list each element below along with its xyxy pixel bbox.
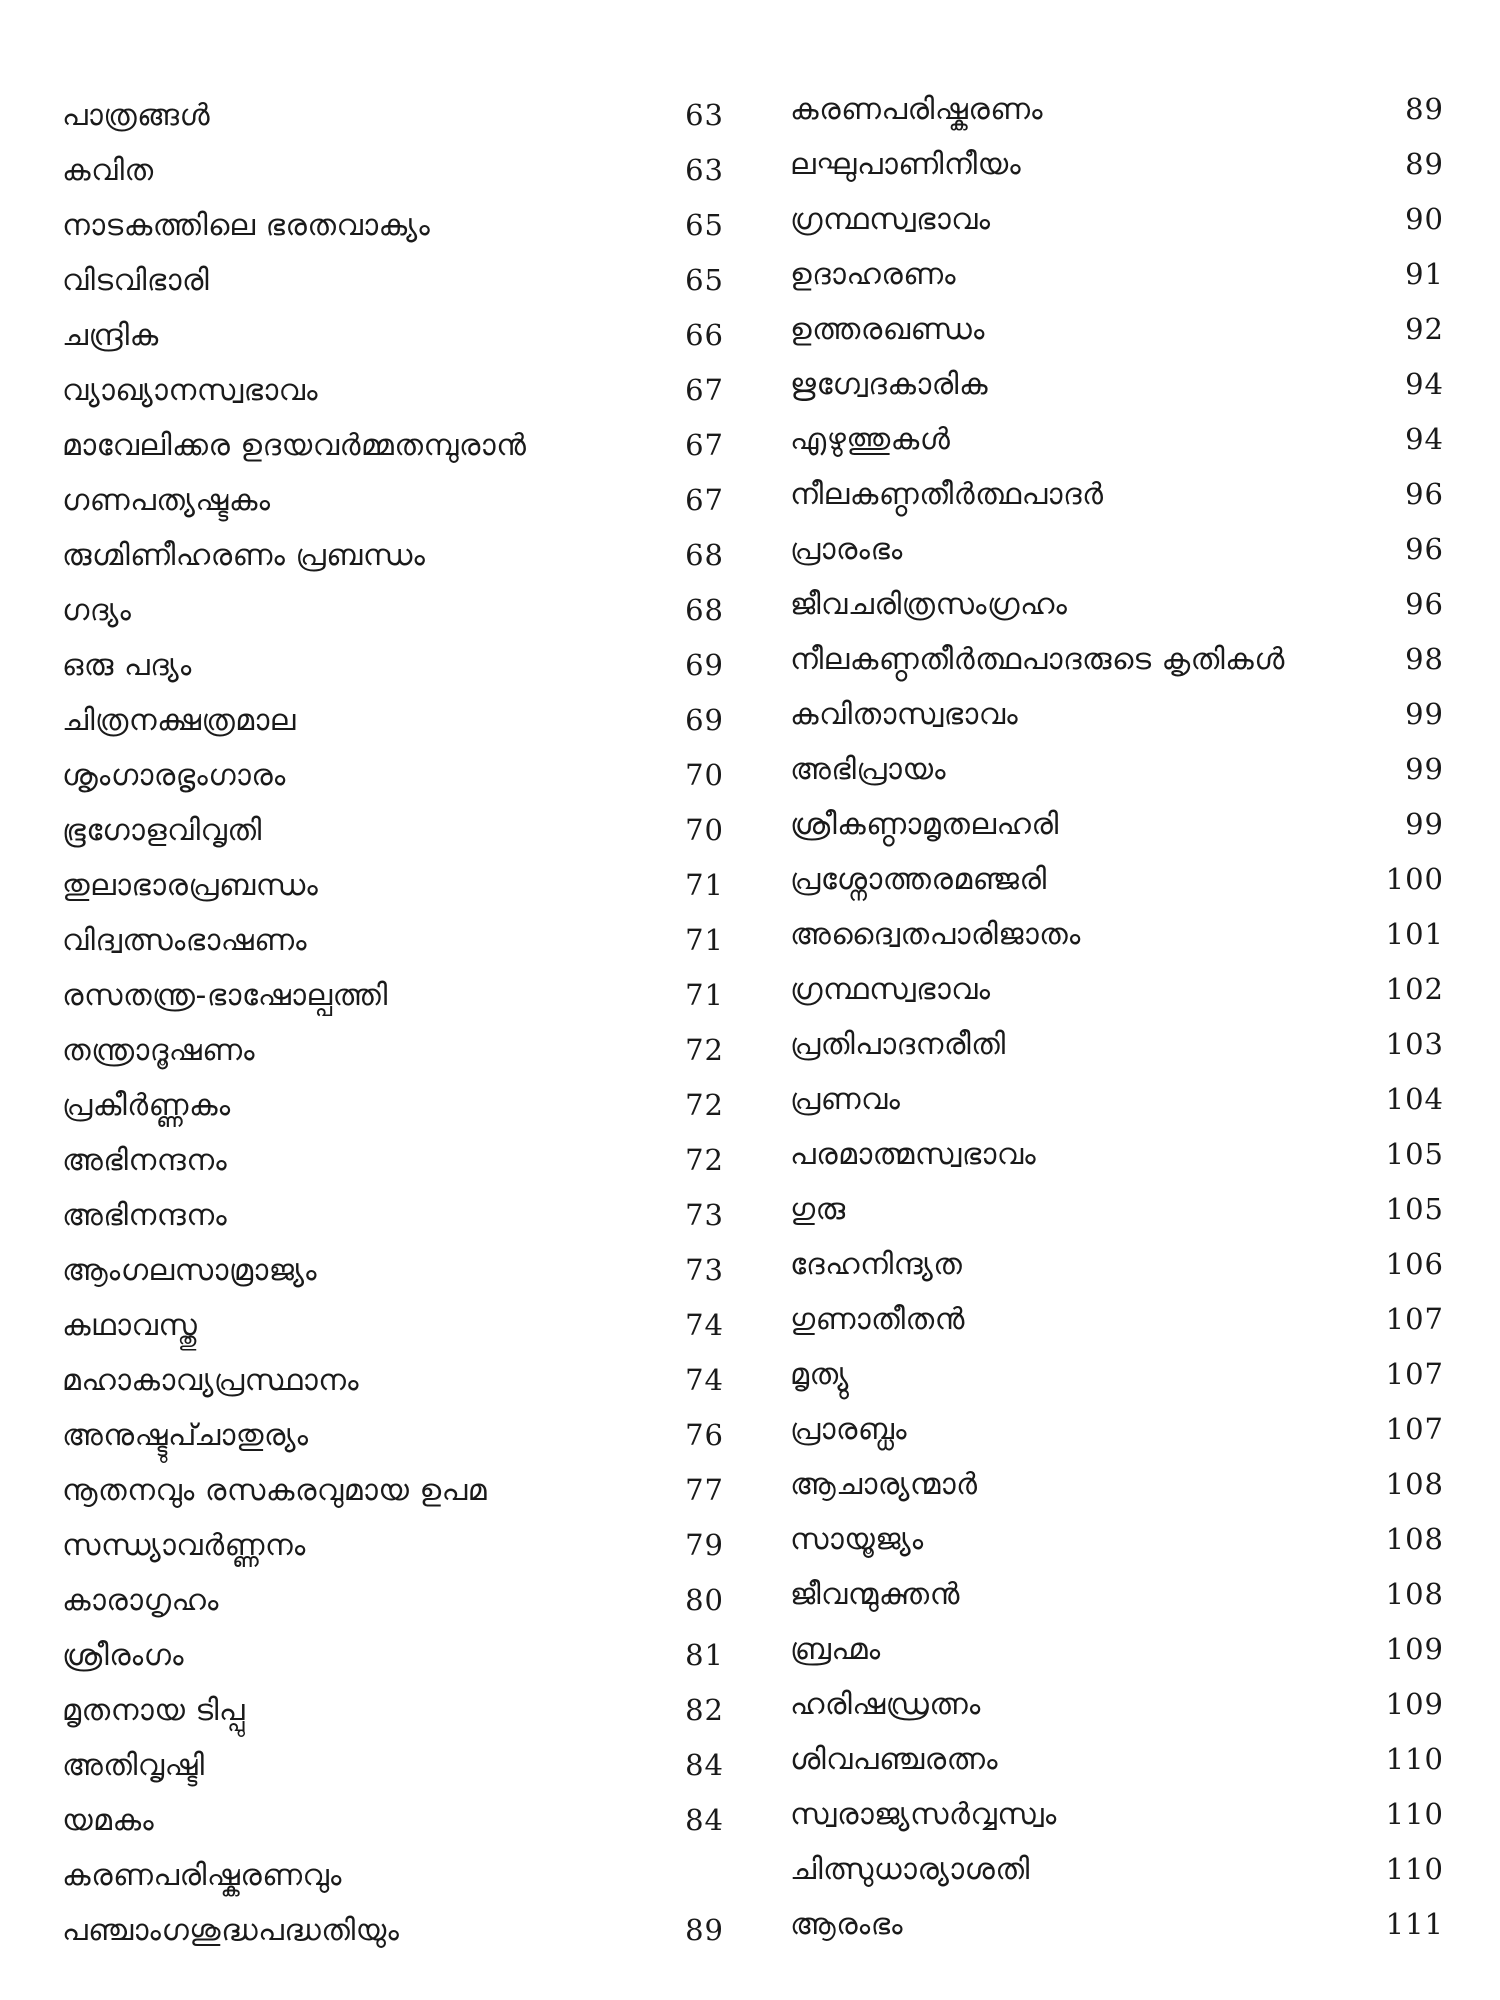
toc-entry (790, 1567, 1462, 1622)
toc-entry-title: കാരാഗൃഹം (62, 1583, 219, 1618)
toc-entry-page-number: 108 (1385, 1467, 1444, 1501)
toc-entry (62, 1463, 732, 1518)
toc-entry (790, 1402, 1462, 1457)
toc-entry-page-number: 104 (1385, 1082, 1444, 1116)
toc-entry-title: അഭിനന്ദനം (62, 1143, 228, 1178)
toc-entry-title: കരണപരിഷ്കരണവും (62, 1858, 342, 1893)
toc-entry (62, 1738, 732, 1793)
toc-entry-title: ഒരു പദ്യം (62, 648, 192, 683)
toc-entry-title: സ്വരാജ്യസർവ്വസ്വം (790, 1797, 1057, 1832)
toc-entry-page-number: 105 (1385, 1192, 1444, 1226)
toc-entry-page-number: 71 (685, 868, 724, 902)
toc-entry-page-number: 70 (685, 813, 724, 847)
toc-entry-page-number: 69 (685, 703, 724, 737)
toc-entry-page-number: 77 (685, 1473, 724, 1507)
toc-entry-page-number: 103 (1385, 1027, 1444, 1061)
toc-entry-title: മാവേലിക്കര ഉദയവർമ്മതമ്പുരാൻ (62, 428, 527, 463)
toc-entry (62, 1793, 732, 1848)
toc-entry (62, 803, 732, 858)
toc-entry-title: അനുഷ്ടുപ്ചാതുര്യം (62, 1418, 309, 1453)
toc-entry (790, 1127, 1462, 1182)
toc-entry-page-number: 72 (685, 1143, 724, 1177)
toc-entry-page-number: 99 (1405, 697, 1444, 731)
toc-entry (790, 1842, 1462, 1897)
toc-entry (790, 357, 1462, 412)
toc-entry-title: ഉത്തരഖണ്ഡം (790, 312, 985, 347)
toc-entry-title: തുലാഭാരപ്രബന്ധം (62, 868, 319, 903)
toc-entry (62, 418, 732, 473)
toc-entry (790, 1292, 1462, 1347)
toc-entry-page-number: 107 (1385, 1412, 1444, 1446)
toc-entry (790, 137, 1462, 192)
toc-entry-page-number: 65 (685, 263, 724, 297)
toc-entry (790, 302, 1462, 357)
toc-entry (790, 1072, 1462, 1127)
toc-entry-title: കരണപരിഷ്കരണം (790, 92, 1044, 127)
toc-entry (790, 1512, 1462, 1567)
toc-entry-title: ശ്രീകണ്ഠാമൃതലഹരി (790, 807, 1059, 842)
toc-entry-title: ബ്രഹ്മം (790, 1632, 881, 1667)
toc-entry-title: ഗുണാതീതൻ (790, 1302, 965, 1337)
toc-entry-page-number: 99 (1405, 807, 1444, 841)
toc-entry (790, 82, 1462, 137)
toc-entry-page-number: 82 (685, 1693, 724, 1727)
toc-entry (790, 1017, 1462, 1072)
toc-entry-title: പ്രതിപാദനരീതി (790, 1027, 1006, 1062)
toc-entry (62, 253, 732, 308)
toc-entry (62, 1298, 732, 1353)
toc-entry-title: നാടകത്തിലെ ഭരതവാക്യം (62, 208, 431, 243)
toc-entry (62, 1243, 732, 1298)
toc-entry (62, 748, 732, 803)
toc-left-column (62, 88, 732, 1958)
toc-entry-page-number: 71 (685, 923, 724, 957)
toc-entry-title: ഗണപത്യഷ്ടകം (62, 483, 271, 518)
toc-entry (62, 528, 732, 583)
toc-entry-title: കവിത (62, 153, 154, 188)
toc-entry-title: വിടവിഭാരി (62, 263, 210, 298)
toc-entry (790, 742, 1462, 797)
toc-entry (790, 1237, 1462, 1292)
toc-entry (790, 522, 1462, 577)
toc-entry (62, 198, 732, 253)
toc-entry-title: ആംഗലസാമ്രാജ്യം (62, 1253, 318, 1288)
toc-entry-title: ശ്രീരംഗം (62, 1638, 185, 1673)
toc-entry-page-number: 72 (685, 1088, 724, 1122)
toc-entry-title: കവിതാസ്വഭാവം (790, 697, 1019, 732)
toc-entry-page-number: 89 (1405, 147, 1444, 181)
toc-entry-title: ജീവചരിത്രസംഗ്രഹം (790, 587, 1068, 622)
toc-entry-title: ഗ്രന്ഥസ്വഭാവം (790, 972, 991, 1007)
toc-entry (62, 583, 732, 638)
toc-entry-page-number: 74 (685, 1363, 724, 1397)
toc-entry (790, 852, 1462, 907)
toc-entry (790, 247, 1462, 302)
toc-entry-title: പാത്രങ്ങൾ (62, 98, 211, 133)
toc-entry-title: നീലകണ്ഠതീർത്ഥപാദരുടെ കൃതികൾ (790, 642, 1285, 677)
toc-entry-title: ചിത്സുധാര്യാശതി (790, 1852, 1030, 1887)
toc-entry-page-number: 110 (1385, 1742, 1444, 1776)
toc-entry-page-number: 63 (685, 98, 724, 132)
toc-entry (790, 907, 1462, 962)
toc-entry-title: ജീവന്മുക്തൻ (790, 1577, 960, 1612)
toc-entry-title: മൃത്യു (790, 1357, 849, 1392)
toc-entry-page-number: 68 (685, 538, 724, 572)
toc-entry-title: ചന്ദ്രിക (62, 318, 159, 353)
toc-entry-page-number: 110 (1385, 1852, 1444, 1886)
toc-entry (62, 1133, 732, 1188)
toc-entry (790, 192, 1462, 247)
toc-entry (790, 1182, 1462, 1237)
toc-entry (62, 1848, 732, 1903)
toc-entry-page-number: 67 (685, 373, 724, 407)
toc-entry-title: നൂതനവും രസകരവുമായ ഉപമ (62, 1473, 488, 1508)
toc-entry-title: വ്യാഖ്യാനസ്വഭാവം (62, 373, 319, 408)
toc-entry (62, 1683, 732, 1738)
toc-entry (790, 1677, 1462, 1732)
toc-entry-title: ശൃംഗാരഭൃംഗാരം (62, 758, 286, 793)
toc-entry-title: ആചാര്യന്മാർ (790, 1467, 978, 1502)
toc-entry-title: മഹാകാവ്യപ്രസ്ഥാനം (62, 1363, 360, 1398)
toc-entry-title: സായൂജ്യം (790, 1522, 924, 1557)
toc-entry (62, 638, 732, 693)
toc-entry-page-number: 73 (685, 1253, 724, 1287)
toc-entry-page-number: 94 (1405, 367, 1444, 401)
toc-entry-page-number: 107 (1385, 1357, 1444, 1391)
toc-entry-title: യമകം (62, 1803, 155, 1838)
toc-entry (790, 577, 1462, 632)
toc-entry-title: ലഘുപാണിനീയം (790, 147, 1022, 182)
toc-entry (790, 412, 1462, 467)
toc-entry-title: പഞ്ചാംഗശുദ്ധപദ്ധതിയും (62, 1913, 400, 1948)
toc-entry (790, 632, 1462, 687)
toc-entry-title: പ്രണവം (790, 1082, 901, 1117)
toc-entry-title: ഗുരു (790, 1192, 846, 1227)
toc-entry (790, 797, 1462, 852)
toc-entry-page-number: 67 (685, 428, 724, 462)
toc-entry-title: പ്രാരബ്ധം (790, 1412, 908, 1447)
toc-entry-page-number: 108 (1385, 1577, 1444, 1611)
toc-entry-page-number: 72 (685, 1033, 724, 1067)
toc-entry-page-number: 80 (685, 1583, 724, 1617)
toc-entry-title: എഴുത്തുകൾ (790, 422, 951, 457)
toc-entry-page-number: 84 (685, 1803, 724, 1837)
toc-entry (62, 1628, 732, 1683)
toc-entry (62, 363, 732, 418)
toc-entry (62, 1408, 732, 1463)
toc-entry-page-number: 90 (1405, 202, 1444, 236)
toc-entry (62, 968, 732, 1023)
toc-entry (790, 1347, 1462, 1402)
toc-entry-page-number: 69 (685, 648, 724, 682)
toc-entry-page-number: 66 (685, 318, 724, 352)
toc-entry (62, 308, 732, 363)
toc-entry (62, 1573, 732, 1628)
toc-entry-title: അഭിപ്രായം (790, 752, 947, 787)
toc-entry-page-number: 109 (1385, 1632, 1444, 1666)
toc-entry-title: തന്ത്രാദൂഷണം (62, 1033, 256, 1068)
toc-entry-page-number: 89 (1405, 92, 1444, 126)
toc-entry-page-number: 84 (685, 1748, 724, 1782)
toc-entry (790, 1787, 1462, 1842)
toc-entry-title: ഹരിഷഡ്രത്നം (790, 1687, 981, 1722)
toc-entry (62, 913, 732, 968)
toc-entry-page-number: 92 (1405, 312, 1444, 346)
toc-entry (62, 143, 732, 198)
toc-entry-page-number: 74 (685, 1308, 724, 1342)
toc-entry-title: പരമാത്മസ്വഭാവം (790, 1137, 1037, 1172)
toc-entry (790, 687, 1462, 742)
toc-entry-title: സന്ധ്യാവർണ്ണനം (62, 1528, 306, 1563)
toc-entry-title: നീലകണ്ഠതീർത്ഥപാദർ (790, 477, 1104, 512)
toc-entry (62, 88, 732, 143)
toc-entry-title: പ്രകീർണ്ണകം (62, 1088, 231, 1123)
toc-entry (62, 1518, 732, 1573)
toc-entry-page-number: 109 (1385, 1687, 1444, 1721)
toc-entry (790, 1897, 1462, 1952)
toc-entry-page-number: 100 (1385, 862, 1444, 896)
toc-entry-page-number: 76 (685, 1418, 724, 1452)
toc-entry-page-number: 96 (1405, 477, 1444, 511)
toc-entry-page-number: 111 (1385, 1907, 1444, 1941)
toc-entry-title: ഭൂഗോളവിവൃതി (62, 813, 262, 848)
toc-entry-page-number: 110 (1385, 1797, 1444, 1831)
toc-entry-page-number: 89 (685, 1913, 724, 1947)
toc-entry-title: ചിത്രനക്ഷത്രമാല (62, 703, 296, 738)
toc-entry-title: ദേഹനിന്ദ്യത (790, 1247, 963, 1282)
toc-entry-page-number: 71 (685, 978, 724, 1012)
toc-entry-page-number: 94 (1405, 422, 1444, 456)
toc-entry-page-number: 96 (1405, 532, 1444, 566)
toc-entry-page-number: 81 (685, 1638, 724, 1672)
toc-entry (790, 1457, 1462, 1512)
toc-entry-title: ഗ്രന്ഥസ്വഭാവം (790, 202, 991, 237)
toc-entry-page-number: 65 (685, 208, 724, 242)
toc-entry-page-number: 102 (1385, 972, 1444, 1006)
toc-entry-title: വിദ്വത്സംഭാഷണം (62, 923, 308, 958)
toc-entry-page-number: 99 (1405, 752, 1444, 786)
toc-entry-page-number: 70 (685, 758, 724, 792)
toc-right-column (790, 82, 1462, 1952)
toc-entry-page-number: 63 (685, 153, 724, 187)
toc-entry-title: രുഗ്മിണീഹരണം പ്രബന്ധം (62, 538, 426, 573)
toc-entry (62, 1078, 732, 1133)
toc-entry (790, 1622, 1462, 1677)
toc-entry-page-number: 79 (685, 1528, 724, 1562)
toc-entry-title: ഉദാഹരണം (790, 257, 957, 292)
toc-entry (62, 1188, 732, 1243)
toc-entry (790, 962, 1462, 1017)
toc-entry-title: അതിവൃഷ്ടി (62, 1748, 205, 1783)
toc-entry-page-number: 106 (1385, 1247, 1444, 1281)
toc-entry-page-number: 107 (1385, 1302, 1444, 1336)
toc-entry-title: ഋഗ്വേദകാരിക (790, 367, 989, 402)
toc-entry-title: ഗദ്യം (62, 593, 132, 628)
toc-entry-page-number: 68 (685, 593, 724, 627)
toc-entry-page-number: 67 (685, 483, 724, 517)
toc-entry (62, 693, 732, 748)
toc-entry-page-number: 105 (1385, 1137, 1444, 1171)
toc-entry (62, 1353, 732, 1408)
toc-entry (790, 467, 1462, 522)
toc-entry-page-number: 73 (685, 1198, 724, 1232)
toc-entry-page-number: 96 (1405, 587, 1444, 621)
toc-entry-title: കഥാവസ്തു (62, 1308, 198, 1343)
toc-entry (62, 473, 732, 528)
toc-entry (62, 858, 732, 913)
toc-entry-title: അഭിനന്ദനം (62, 1198, 228, 1233)
toc-entry-page-number: 98 (1405, 642, 1444, 676)
toc-entry (62, 1903, 732, 1958)
toc-entry-page-number: 101 (1385, 917, 1444, 951)
toc-entry-title: മൃതനായ ടിപ്പു (62, 1693, 246, 1728)
toc-entry-title: ആരംഭം (790, 1907, 904, 1942)
toc-entry-title: പ്രാരംഭം (790, 532, 903, 567)
toc-entry-title: അദ്വൈതപാരിജാതം (790, 917, 1081, 952)
toc-entry (790, 1732, 1462, 1787)
toc-entry-title: ശിവപഞ്ചരത്നം (790, 1742, 999, 1777)
toc-entry-page-number: 108 (1385, 1522, 1444, 1556)
toc-entry-title: രസതന്ത്ര-ഭാഷോല്പത്തി (62, 978, 388, 1013)
toc-entry (62, 1023, 732, 1078)
toc-entry-page-number: 91 (1405, 257, 1444, 291)
toc-entry-title: പ്രശ്നോത്തരമഞ്ജരി (790, 862, 1047, 897)
